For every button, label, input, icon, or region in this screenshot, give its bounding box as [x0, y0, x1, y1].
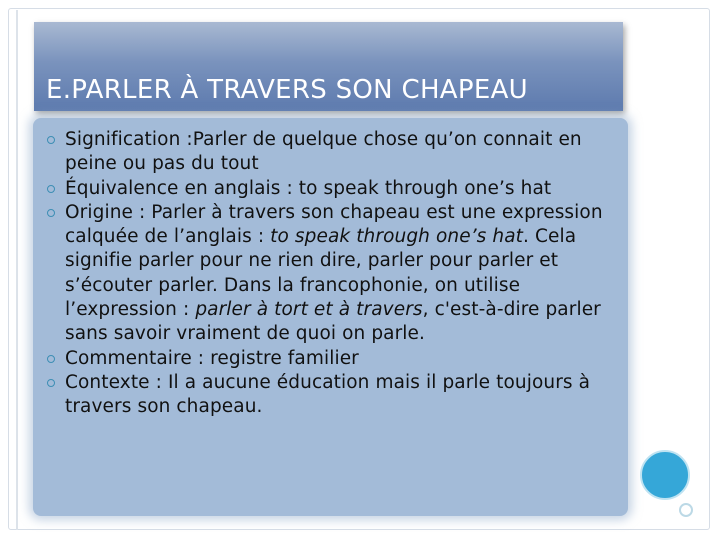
bullet-text [65, 371, 630, 420]
bullet-list [0, 128, 640, 420]
bullet-circle-icon [47, 185, 55, 193]
bullet-text-part: Origine : Parler à travers son chapeau est une expression calquée de l’anglais : [65, 201, 603, 248]
slide-title: E.PARLER À TRAVERS SON CHAPEAU [46, 75, 529, 105]
bullet-text-part: Signification :Parler de quelque chose qu’on connait en peine ou pas du tout [65, 129, 582, 175]
bullet-contexte [0, 371, 640, 420]
bullet-text-part: Équivalence en anglais : to speak through one’s hat [65, 177, 552, 199]
bullet-circle-icon [47, 209, 55, 217]
bullet-text [65, 201, 630, 347]
bullet-text [65, 347, 630, 371]
bullet-text-part: Commentaire : registre familier [65, 347, 359, 369]
bullet-text-italic: to speak through one’s hat [270, 226, 524, 248]
bullet-circle-icon [47, 379, 55, 387]
title-bar [34, 22, 623, 111]
bullet-text [65, 128, 630, 177]
bullet-circle-icon [47, 136, 55, 144]
bullet-circle-icon [47, 355, 55, 363]
bullet-text [65, 177, 630, 201]
bullet-origine [0, 201, 640, 347]
bullet-commentaire [0, 347, 640, 371]
bullet-text-part: , c'est-à-dire parler sans savoir vraiment de quoi on parle. [65, 299, 601, 345]
bullet-equivalence [0, 177, 640, 201]
decorative-circle-icon [640, 450, 690, 500]
bullet-text-italic: parler à tort et à travers [195, 299, 423, 321]
bullet-signification [0, 128, 640, 177]
bullet-text-part: Contexte : Il a aucune éducation mais il parle toujours à travers son chapeau. [65, 371, 591, 418]
bullet-text-part: . Cela signifie parler pour ne rien dire, parler pour parler et s’écouter parler. Dans la francophonie, on utilise l’expression : [65, 226, 577, 321]
small-circle-icon [679, 503, 693, 517]
